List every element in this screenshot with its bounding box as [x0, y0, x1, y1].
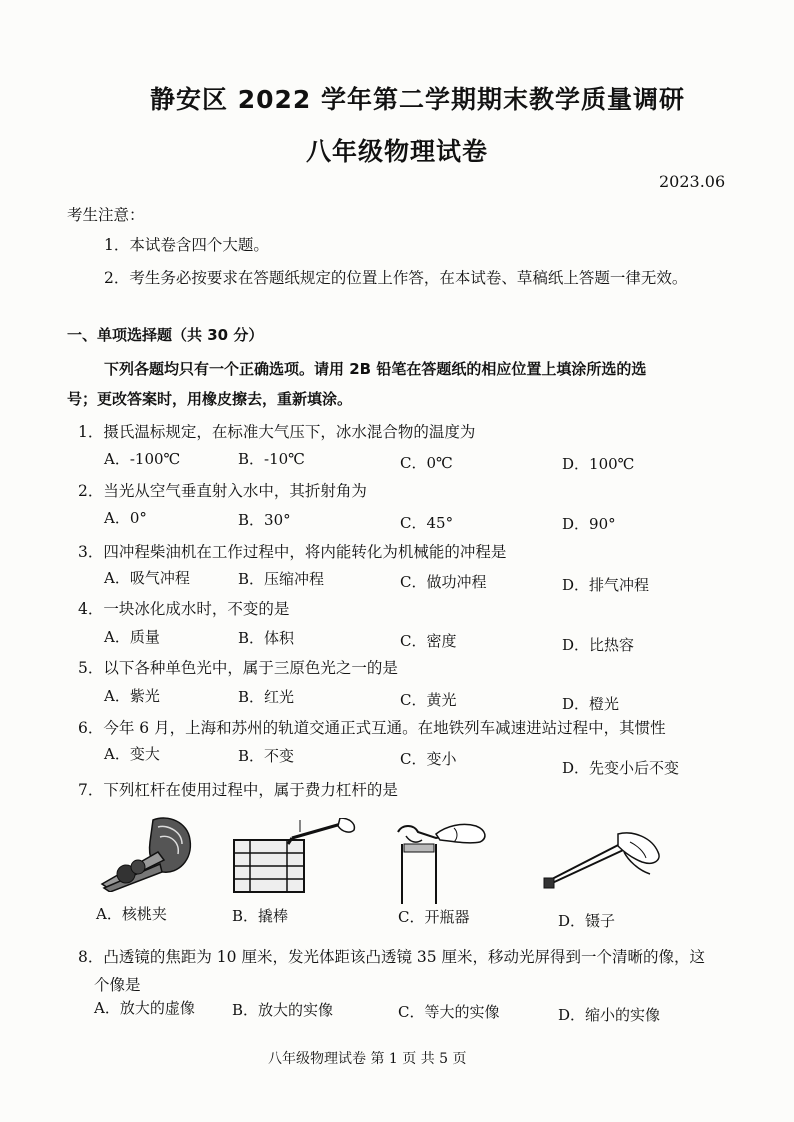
notice-item: 1．本试卷含四个大题。 [104, 236, 269, 254]
option: B．放大的实像 [232, 1001, 334, 1019]
option: A．吸气冲程 [104, 569, 190, 587]
page-subtitle: 八年级物理试卷 [306, 137, 489, 166]
question-stem: 5．以下各种单色光中，属于三原色光之一的是 [78, 659, 398, 677]
question-stem: 1．摄氏温标规定，在标准大气压下，冰水混合物的温度为 [78, 423, 476, 441]
option: D．比热容 [562, 636, 635, 654]
option: B．红光 [238, 688, 295, 706]
question-stem: 2．当光从空气垂直射入水中，其折射角为 [78, 482, 367, 500]
figure-crowbar [232, 818, 362, 894]
option: B．压缩冲程 [238, 570, 325, 588]
option: D．90° [562, 515, 616, 533]
option: D．橙光 [562, 695, 620, 713]
option: C．做功冲程 [400, 573, 487, 591]
option: B．撬棒 [232, 907, 289, 925]
option: D．100℃ [562, 455, 635, 473]
exam-date: 2023.06 [659, 172, 726, 191]
option: A．-100℃ [104, 450, 181, 468]
section-instruction: 号；更改答案时，用橡皮擦去，重新填涂。 [67, 390, 353, 408]
notice-heading: 考生注意： [67, 206, 145, 224]
option: D．缩小的实像 [558, 1006, 661, 1024]
figure-tweezers [538, 830, 670, 894]
option: C．45° [400, 514, 454, 532]
option: C．变小 [400, 750, 457, 768]
figure-walnut-cracker [98, 812, 198, 892]
option: D．排气冲程 [562, 576, 650, 594]
option: A．放大的虚像 [94, 999, 195, 1017]
question-stem: 3．四冲程柴油机在工作过程中，将内能转化为机械能的冲程是 [78, 543, 507, 561]
option: C．等大的实像 [398, 1003, 500, 1021]
question-stem: 个像是 [94, 976, 141, 994]
section-heading: 一、单项选择题（共 30 分） [67, 326, 264, 344]
option: A．核桃夹 [96, 905, 167, 923]
option: B．不变 [238, 747, 295, 765]
option: C．0℃ [400, 454, 453, 472]
option: A．紫光 [104, 687, 160, 705]
page-title: 静安区 2022 学年第二学期期末教学质量调研 [150, 85, 685, 114]
option: A．0° [104, 509, 147, 527]
option: B．-10℃ [238, 450, 305, 468]
option: C．密度 [400, 632, 457, 650]
figure-bottle-opener [396, 818, 491, 904]
page-footer: 八年级物理试卷 第 1 页 共 5 页 [268, 1051, 467, 1067]
option: D．镊子 [558, 912, 616, 930]
section-instruction: 下列各题均只有一个正确选项。请用 2B 铅笔在答题纸的相应位置上填涂所选的选 [104, 360, 647, 378]
question-stem: 4．一块冰化成水时，不变的是 [78, 600, 290, 618]
question-stem: 7．下列杠杆在使用过程中，属于费力杠杆的是 [78, 781, 398, 799]
option: D．先变小后不变 [562, 759, 680, 777]
question-stem: 6．今年 6 月，上海和苏州的轨道交通正式互通。在地铁列车减速进站过程中，其惯性 [78, 719, 666, 737]
option: A．质量 [104, 628, 160, 646]
option: A．变大 [104, 745, 160, 763]
option: B．体积 [238, 629, 295, 647]
option: C．黄光 [400, 691, 457, 709]
question-stem: 8．凸透镜的焦距为 10 厘米，发光体距该凸透镜 35 厘米，移动光屏得到一个清晰的像，这 [78, 948, 706, 966]
option: B．30° [238, 511, 291, 529]
notice-item: 2．考生务必按要求在答题纸规定的位置上作答，在本试卷、草稿纸上答题一律无效。 [104, 269, 688, 287]
option: C．开瓶器 [398, 908, 470, 926]
